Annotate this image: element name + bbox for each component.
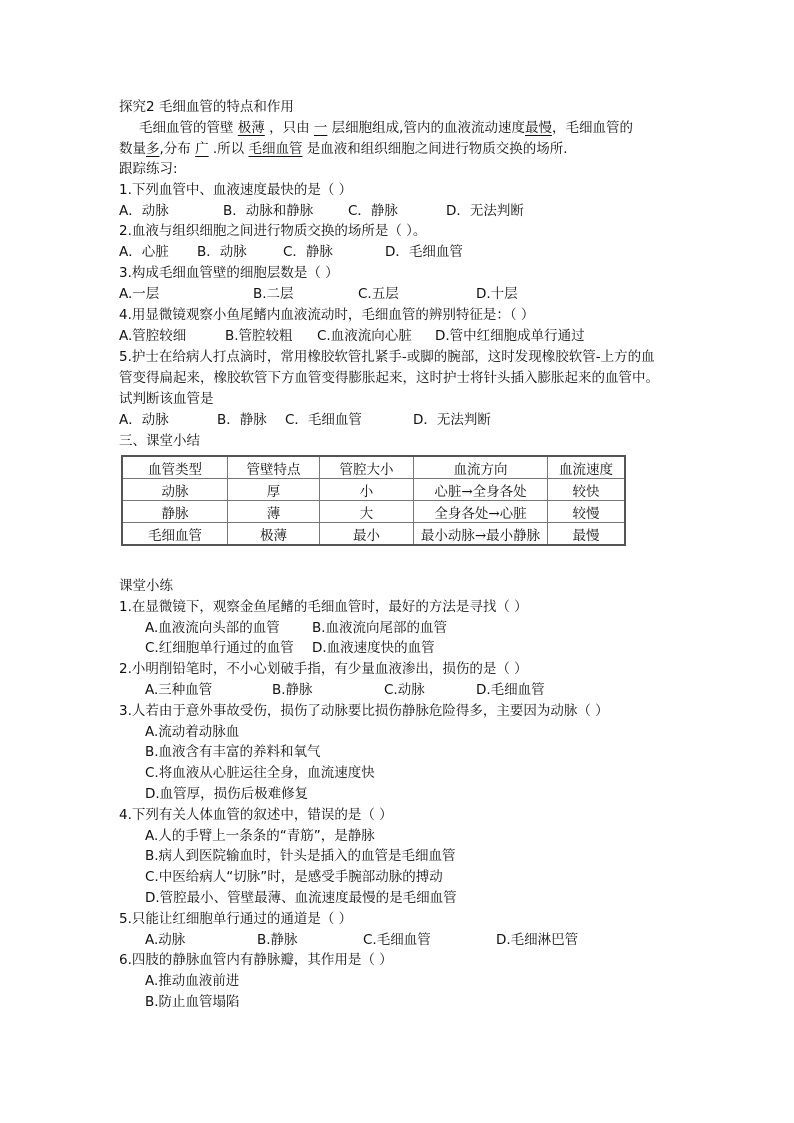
- table-cell: 极薄: [228, 523, 320, 546]
- summary-table: [121, 455, 626, 546]
- classwork-q3-option-c: C.将血液从心脏运往全身，血流速度快: [145, 765, 375, 781]
- table-row: [122, 501, 625, 523]
- blank-answer: 多: [146, 141, 160, 157]
- option: C．毛细血管: [285, 412, 362, 428]
- table-cell: 较快: [548, 479, 626, 501]
- practice-q3-stem: 3.构成毛细血管壁的细胞层数是（ ）: [119, 265, 339, 281]
- classwork-q4-option-c: C.中医给病人“切脉”时，是感受手腕部动脉的搏动: [145, 869, 443, 885]
- option: C.五层: [358, 286, 399, 302]
- option: A．动脉: [119, 412, 169, 428]
- table-cell: 较慢: [548, 501, 626, 523]
- option: D.十层: [476, 286, 518, 302]
- option: B．静脉: [217, 412, 267, 428]
- classwork-label: 课堂小练: [119, 578, 173, 594]
- option: C.动脉: [384, 682, 425, 698]
- practice-q5-options: [119, 410, 491, 430]
- classwork-q2-stem: 2.小明削铅笔时，不小心划破手指，有少量血液渗出，损伤的是（ ）: [119, 661, 528, 677]
- option: C．静脉: [348, 203, 398, 219]
- classwork-q4-option-a: A.人的手臂上一条条的“青筋”，是静脉: [145, 828, 375, 844]
- classwork-q6-option-b: B.防止血管塌陷: [145, 994, 240, 1010]
- option: A．动脉: [119, 203, 169, 219]
- option: A.管腔较细: [119, 328, 187, 344]
- option: A.血液流向头部的血管: [145, 620, 280, 636]
- table-cell: 毛细血管: [122, 523, 228, 546]
- option: B.管腔较粗: [225, 328, 293, 344]
- classwork-q4-option-d: D.管腔最小、管壁最薄、血流速度最慢的是毛细血管: [145, 890, 457, 906]
- table-cell: 心脏→全身各处: [414, 479, 548, 501]
- table-row: [122, 479, 625, 501]
- explore-paragraph-line-1: 毛细血管的管壁 极薄 ，只由 一 层细胞组成,管内的血液流动速度最慢，毛细血管的: [139, 120, 633, 136]
- explore-heading: 探究2 毛细血管的特点和作用: [119, 99, 294, 115]
- table-header-row: [122, 456, 625, 479]
- option: B．动脉: [197, 244, 247, 260]
- option: A.三种血管: [145, 682, 213, 698]
- practice-q3-options: [119, 284, 518, 304]
- table-cell: 动脉: [122, 479, 228, 501]
- classwork-q3-stem: 3.人若由于意外事故受伤，损伤了动脉要比损伤静脉危险得多，主要因为动脉（ ）: [119, 703, 609, 719]
- option: D．无法判断: [446, 203, 524, 219]
- table-cell: 最小: [320, 523, 414, 546]
- classwork-q4-stem: 4.下列有关人体血管的叙述中，错误的是（ ）: [119, 807, 393, 823]
- option: D.毛细血管: [476, 682, 545, 698]
- classwork-q3-option-a: A.流动着动脉血: [145, 724, 240, 740]
- option: D．无法判断: [413, 412, 491, 428]
- table-cell: 静脉: [122, 501, 228, 523]
- table-cell: 最慢: [548, 523, 626, 546]
- option: B.静脉: [257, 932, 298, 948]
- blank-answer: 一: [313, 120, 328, 136]
- option: A．心脏: [119, 244, 169, 260]
- classwork-q1-options-row-2: [145, 638, 435, 658]
- table-cell: 薄: [228, 501, 320, 523]
- classwork-q1-options-row-1: [145, 618, 447, 638]
- table-cell: 小: [320, 479, 414, 501]
- practice-label: 跟踪练习:: [119, 161, 178, 177]
- blank-answer: 毛细血管: [248, 141, 303, 157]
- option: C.毛细血管: [363, 932, 431, 948]
- classwork-q5-stem: 5.只能让红细胞单行通过的通道是（ ）: [119, 911, 353, 927]
- table-header-cell: 血流速度: [548, 456, 626, 479]
- option: B.二层: [253, 286, 294, 302]
- option: C．静脉: [283, 244, 333, 260]
- option: B.血液流向尾部的血管: [312, 620, 448, 636]
- practice-q2-stem: 2.血液与组织细胞之间进行物质交换的场所是（ ）。: [119, 223, 427, 239]
- blank-answer: 最慢: [524, 120, 552, 136]
- blank-answer: 极薄: [237, 120, 265, 136]
- classwork-q5-options: [145, 930, 578, 950]
- option: B.静脉: [272, 682, 313, 698]
- classwork-q2-options: [145, 680, 545, 700]
- option: D．毛细血管: [385, 244, 463, 260]
- option: B．动脉和静脉: [223, 203, 314, 219]
- table-cell: 最小动脉→最小静脉: [414, 523, 548, 546]
- classwork-q4-option-b: B.病人到医院输血时，针头是插入的血管是毛细血管: [145, 848, 456, 864]
- table-cell: 厚: [228, 479, 320, 501]
- option: A.一层: [119, 286, 160, 302]
- practice-q2-options: [119, 242, 463, 262]
- summary-label: 三、课堂小结: [119, 433, 200, 449]
- practice-q1-stem: 1.下列血管中、血液速度最快的是（ ）: [119, 182, 353, 198]
- practice-q4-stem: 4.用显微镜观察小鱼尾鳍内血液流动时，毛细血管的辨别特征是：（ ）: [119, 307, 535, 323]
- explore-paragraph-line-2: 数量多,分布 广 .所以 毛细血管 是血液和组织细胞之间进行物质交换的场所.: [119, 141, 568, 157]
- practice-q1-options: [119, 201, 524, 221]
- classwork-q6-stem: 6.四肢的静脉血管内有静脉瓣，其作用是（ ）: [119, 952, 393, 968]
- table-cell: 大: [320, 501, 414, 523]
- practice-q5-line-1: 5.护士在给病人打点滴时，常用橡胶软管扎紧手-或脚的腕部，这时发现橡胶软管-上方的血: [119, 349, 655, 365]
- option: D.管中红细胞成单行通过: [435, 328, 585, 344]
- practice-q5-line-3: 试判断该血管是: [119, 391, 214, 407]
- table-row: [122, 523, 625, 546]
- table-header-cell: 血管类型: [122, 456, 228, 479]
- table-header-cell: 管腔大小: [320, 456, 414, 479]
- table-header-cell: 血流方向: [414, 456, 548, 479]
- blank-answer: 广: [195, 141, 209, 157]
- option: C.血液流向心脏: [317, 328, 412, 344]
- option: C.红细胞单行通过的血管: [145, 640, 294, 656]
- table-header-cell: 管壁特点: [228, 456, 320, 479]
- option: D.毛细淋巴管: [496, 932, 579, 948]
- classwork-q6-option-a: A.推动血液前进: [145, 973, 240, 989]
- practice-q5-line-2: 管变得扁起来，橡胶软管下方血管变得膨胀起来，这时护士将针头插入膨胀起来的血管中。: [119, 370, 659, 386]
- classwork-q3-option-b: B.血液含有丰富的养料和氧气: [145, 744, 321, 760]
- classwork-q3-option-d: D.血管厚，损伤后极难修复: [145, 786, 309, 802]
- practice-q4-options: [119, 326, 585, 346]
- table-cell: 全身各处→心脏: [414, 501, 548, 523]
- classwork-q1-stem: 1.在显微镜下，观察金鱼尾鳍的毛细血管时，最好的方法是寻找（ ）: [119, 599, 528, 615]
- option: A.动脉: [145, 932, 186, 948]
- option: D.血液速度快的血管: [312, 640, 435, 656]
